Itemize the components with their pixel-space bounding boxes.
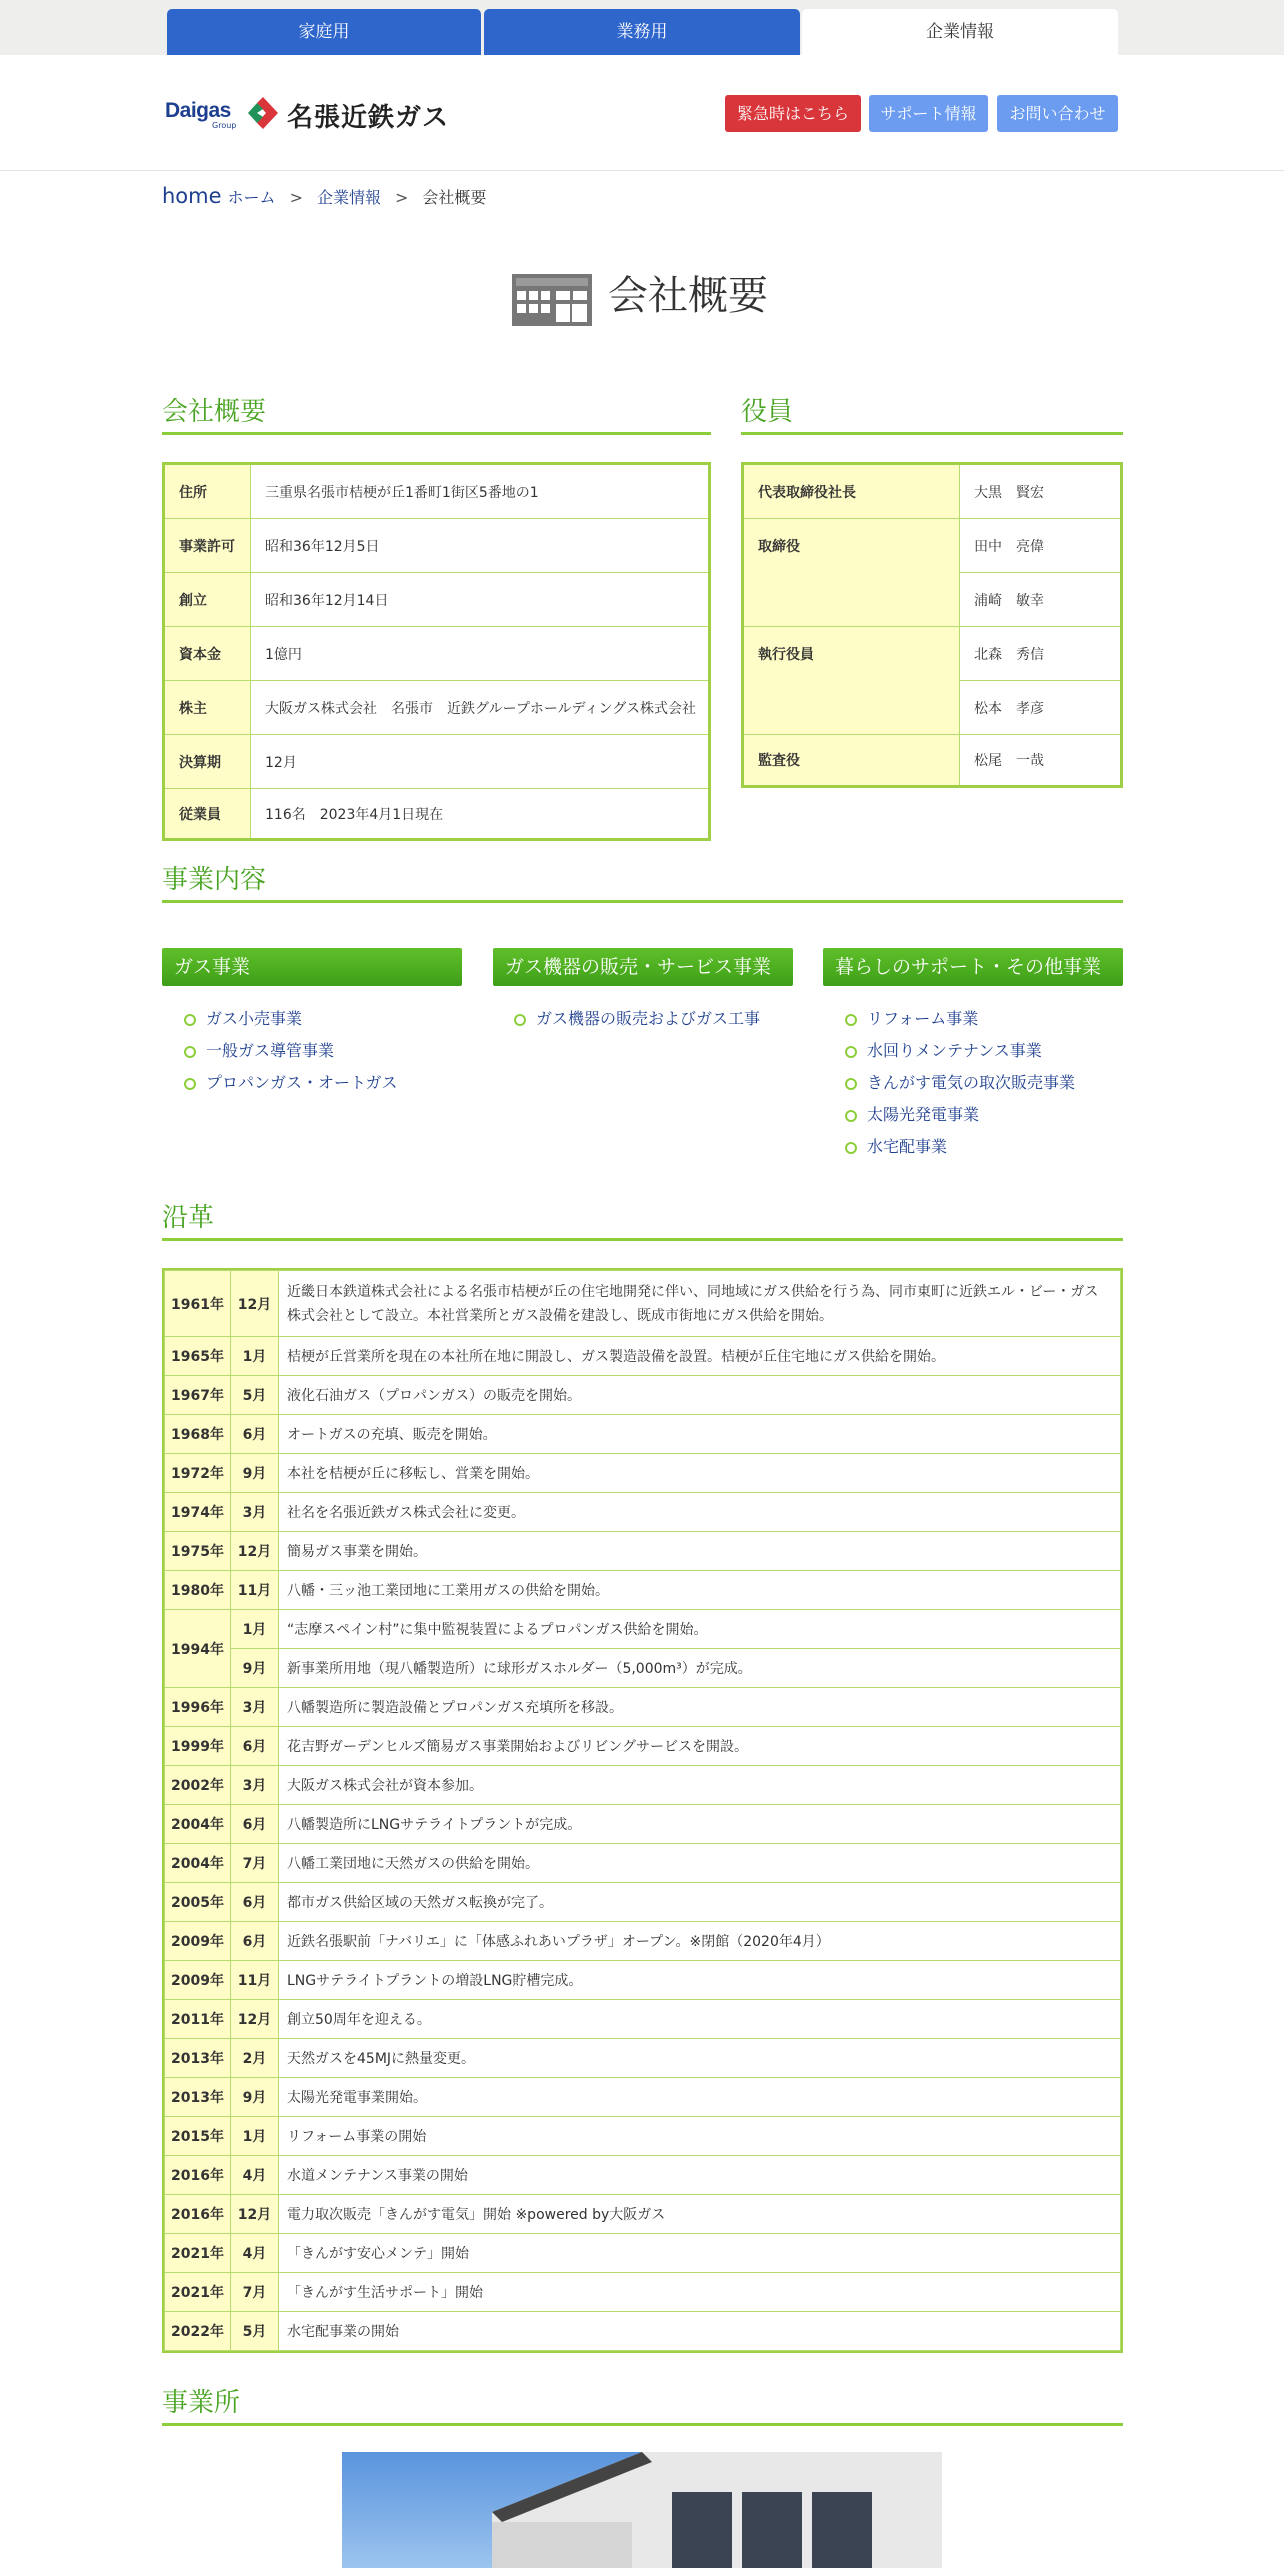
history-row [165,1271,1121,1337]
business-column-title-support: 暮らしのサポート・その他事業 [823,948,1123,986]
history-year: 1972年 [165,1454,231,1493]
table-divider [165,734,708,735]
history-text: 近畿日本鉄道株式会社による名張市桔梗が丘の住宅地開発に伴い、同地域にガス供給を行う為、同市東町に近鉄エル・ビー・ガス株式会社として設立。本社営業所とガス設備を建設し、既成市街地にガス供給を開始。 [279,1271,1121,1337]
history-month: 6月 [231,1727,279,1766]
history-month: 5月 [231,2312,279,2351]
history-row [165,2312,1121,2351]
history-text: 「きんがす安心メンテ」開始 [279,2234,1121,2273]
company-overview-table [162,462,711,841]
history-text: 桔梗が丘営業所を現在の本社所在地に開設し、ガス製造設備を設置。桔梗が丘住宅地にガス供給を開始。 [279,1337,1121,1376]
history-text: 花吉野ガーデンヒルズ簡易ガス事業開始およびリビングサービスを開設。 [279,1727,1121,1766]
company-value-founded: 昭和36年12月14日 [265,592,389,609]
company-label-employees: 従業員 [165,789,250,838]
history-year: 1974年 [165,1493,231,1532]
company-label-address: 住所 [165,465,250,518]
history-month: 11月 [231,1961,279,2000]
company-value-license: 昭和36年12月5日 [265,538,380,555]
officer-name: 浦崎 敏幸 [974,592,1044,609]
history-text: 簡易ガス事業を開始。 [279,1532,1121,1571]
tab-business-use[interactable]: 業務用 [484,9,800,55]
business-link[interactable]: 一般ガス導管事業 [184,1035,398,1067]
business-link[interactable]: 水宅配事業 [845,1131,1075,1163]
daigas-logo-text: Daigas [165,99,231,122]
company-label-capital: 資本金 [165,627,250,680]
history-year: 1996年 [165,1688,231,1727]
table-divider [744,518,1120,519]
history-year: 1967年 [165,1376,231,1415]
officer-role-executive-fill [744,680,959,734]
history-month: 12月 [231,2000,279,2039]
breadcrumb-link-home[interactable]: ホーム [227,188,276,207]
tab-home-use[interactable]: 家庭用 [167,9,481,55]
history-row [165,1337,1121,1376]
history-year: 2016年 [165,2156,231,2195]
history-text: 電力取次販売「きんがす電気」開始 ※powered by大阪ガス [279,2195,1121,2234]
officer-name: 大黒 賢宏 [974,484,1044,501]
business-column-title-appliances: ガス機器の販売・サービス事業 [493,948,793,986]
history-month: 9月 [231,2078,279,2117]
history-row [165,2273,1121,2312]
table-divider [960,680,1120,681]
history-row [165,2195,1121,2234]
table-divider [744,626,1120,627]
company-label-fiscal: 決算期 [165,735,250,788]
history-text: 水宅配事業の開始 [279,2312,1121,2351]
history-month: 3月 [231,1688,279,1727]
history-text: 天然ガスを45MJに熱量変更。 [279,2039,1121,2078]
history-text: 都市ガス供給区域の天然ガス転換が完了。 [279,1883,1121,1922]
history-year: 1994年 [165,1610,231,1688]
breadcrumb-home-label: home [162,184,222,208]
site-header [0,55,1284,171]
history-text: “志摩スペイン村”に集中監視装置によるプロパンガス供給を開始。 [279,1610,1121,1649]
history-year: 1965年 [165,1337,231,1376]
history-text: 液化石油ガス（プロパンガス）の販売を開始。 [279,1376,1121,1415]
table-divider [165,788,708,789]
history-text: 創立50周年を迎える。 [279,2000,1121,2039]
history-year: 2009年 [165,1922,231,1961]
business-list-appliances [514,1003,760,1035]
officer-name: 田中 亮偉 [974,538,1044,555]
history-row [165,1688,1121,1727]
history-text: 本社を桔梗が丘に移転し、営業を開始。 [279,1454,1121,1493]
history-month: 6月 [231,1805,279,1844]
top-nav [0,0,1284,55]
table-divider [165,572,708,573]
history-year: 1961年 [165,1271,231,1337]
history-month: 6月 [231,1415,279,1454]
history-month: 1月 [231,2117,279,2156]
tab-company-info[interactable]: 企業情報 [802,9,1118,55]
company-label-license: 事業許可 [165,519,250,572]
table-divider [165,518,708,519]
history-year: 1968年 [165,1415,231,1454]
officer-role-director: 取締役 [744,519,959,572]
business-link[interactable]: ガス機器の販売およびガス工事 [514,1003,760,1035]
officer-role-auditor: 監査役 [744,735,959,785]
history-month: 1月 [231,1337,279,1376]
history-text: 大阪ガス株式会社が資本参加。 [279,1766,1121,1805]
officer-role-director-fill [744,572,959,626]
history-row [165,2234,1121,2273]
company-name-logo: 名張近鉄ガス [287,103,450,133]
history-row [165,1844,1121,1883]
history-heading: 沿革 [162,1198,1123,1241]
history-year: 1975年 [165,1532,231,1571]
page-title-text: 会社概要 [608,273,768,319]
history-text: 太陽光発電事業開始。 [279,2078,1121,2117]
history-month: 1月 [231,1610,279,1649]
breadcrumb-current: 会社概要 [422,188,487,207]
history-year: 2015年 [165,2117,231,2156]
company-overview-heading: 会社概要 [162,392,711,435]
breadcrumb [162,181,486,213]
history-month: 12月 [231,1532,279,1571]
history-row [165,1571,1121,1610]
business-list-support [845,1003,1075,1163]
history-year: 2021年 [165,2273,231,2312]
history-text: 近鉄名張駅前「ナバリエ」に「体感ふれあいプラザ」オープン。※閉館（2020年4月） [279,1922,1121,1961]
history-year: 2013年 [165,2078,231,2117]
history-month: 12月 [231,2195,279,2234]
company-value-capital: 1億円 [265,646,302,663]
history-text: リフォーム事業の開始 [279,2117,1121,2156]
officer-role-executive: 執行役員 [744,627,959,680]
officer-name: 松尾 一哉 [974,753,1044,769]
history-year: 2002年 [165,1766,231,1805]
breadcrumb-link-company[interactable]: 企業情報 [316,188,381,207]
history-month: 7月 [231,2273,279,2312]
officers-table [741,462,1123,788]
history-text: LNGサテライトプラントの増設LNG貯槽完成。 [279,1961,1121,2000]
history-row [165,1454,1121,1493]
history-text: 八幡製造所に製造設備とプロパンガス充填所を移設。 [279,1688,1121,1727]
breadcrumb-separator: > [289,188,303,207]
history-row [165,2156,1121,2195]
company-value-shareholders: 大阪ガス株式会社 名張市 近鉄グループホールディングス株式会社 [265,700,697,717]
history-month: 6月 [231,1922,279,1961]
business-heading: 事業内容 [162,860,1123,903]
support-button[interactable]: サポート情報 [869,95,988,132]
emergency-button[interactable]: 緊急時はこちら [725,95,861,132]
officer-role-president: 代表取締役社長 [744,465,959,518]
officers-heading: 役員 [741,392,1123,435]
history-year: 2011年 [165,2000,231,2039]
business-link[interactable]: 水回りメンテナンス事業 [845,1035,1075,1067]
business-link[interactable]: きんがす電気の取次販売事業 [845,1067,1075,1099]
history-month: 2月 [231,2039,279,2078]
history-row [165,2117,1121,2156]
history-row [165,1805,1121,1844]
table-divider [744,734,1120,735]
history-month: 5月 [231,1376,279,1415]
history-text: 水道メンテナンス事業の開始 [279,2156,1121,2195]
history-year: 2009年 [165,1961,231,2000]
business-link[interactable]: プロパンガス・オートガス [184,1067,398,1099]
history-month: 3月 [231,1493,279,1532]
company-value-fiscal: 12月 [265,754,297,771]
breadcrumb-separator: > [394,188,409,207]
office-photo [342,2452,942,2568]
contact-button[interactable]: お問い合わせ [997,95,1118,132]
kintetsu-logo-icon [246,95,280,131]
table-divider [960,572,1120,573]
history-text: 八幡・三ッ池工業団地に工業用ガスの供給を開始。 [279,1571,1121,1610]
company-label-founded: 創立 [165,573,250,626]
history-row [165,1610,1121,1649]
history-year: 2004年 [165,1805,231,1844]
history-row [165,1415,1121,1454]
officer-name: 北森 秀信 [974,646,1044,663]
history-table [162,1268,1123,2353]
history-text: オートガスの充填、販売を開始。 [279,1415,1121,1454]
history-row [165,2000,1121,2039]
history-row [165,1649,1121,1688]
history-year: 1999年 [165,1727,231,1766]
table-divider [959,465,960,785]
company-value-employees: 116名 2023年4月1日現在 [265,806,444,823]
business-column-title-gas: ガス事業 [162,948,462,986]
history-row [165,1532,1121,1571]
table-divider [165,626,708,627]
history-row [165,1727,1121,1766]
history-year: 2013年 [165,2039,231,2078]
offices-heading: 事業所 [162,2383,1123,2426]
history-row [165,1883,1121,1922]
history-text: 社名を名張近鉄ガス株式会社に変更。 [279,1493,1121,1532]
history-row [165,1493,1121,1532]
history-row [165,2078,1121,2117]
building-icon [512,274,592,326]
table-divider [165,680,708,681]
history-month: 9月 [231,1649,279,1688]
history-year: 2005年 [165,1883,231,1922]
company-label-shareholders: 株主 [165,681,250,734]
business-link[interactable]: リフォーム事業 [845,1003,1075,1035]
company-value-address: 三重県名張市桔梗が丘1番町1街区5番地の1 [265,484,539,501]
history-text: 「きんがす生活サポート」開始 [279,2273,1121,2312]
history-year: 2004年 [165,1844,231,1883]
history-month: 11月 [231,1571,279,1610]
history-row [165,1961,1121,2000]
history-month: 9月 [231,1454,279,1493]
page-title [512,268,912,328]
history-row [165,1766,1121,1805]
business-link[interactable]: 太陽光発電事業 [845,1099,1075,1131]
officer-name: 松本 孝彦 [974,700,1044,717]
history-text: 八幡工業団地に天然ガスの供給を開始。 [279,1844,1121,1883]
history-row [165,1376,1121,1415]
daigas-group-text: Group [212,121,237,130]
history-year: 1980年 [165,1571,231,1610]
history-year: 2022年 [165,2312,231,2351]
history-text: 新事業所用地（現八幡製造所）に球形ガスホルダー（5,000m³）が完成。 [279,1649,1121,1688]
history-month: 4月 [231,2234,279,2273]
table-divider [250,465,251,838]
history-row [165,2039,1121,2078]
history-text: 八幡製造所にLNGサテライトプラントが完成。 [279,1805,1121,1844]
history-year: 2021年 [165,2234,231,2273]
business-list-gas [184,1003,398,1099]
history-month: 12月 [231,1271,279,1337]
history-month: 4月 [231,2156,279,2195]
history-month: 6月 [231,1883,279,1922]
history-year: 2016年 [165,2195,231,2234]
office-building-image [342,2452,942,2568]
history-month: 7月 [231,1844,279,1883]
history-month: 3月 [231,1766,279,1805]
history-row [165,1922,1121,1961]
business-link[interactable]: ガス小売事業 [184,1003,398,1035]
